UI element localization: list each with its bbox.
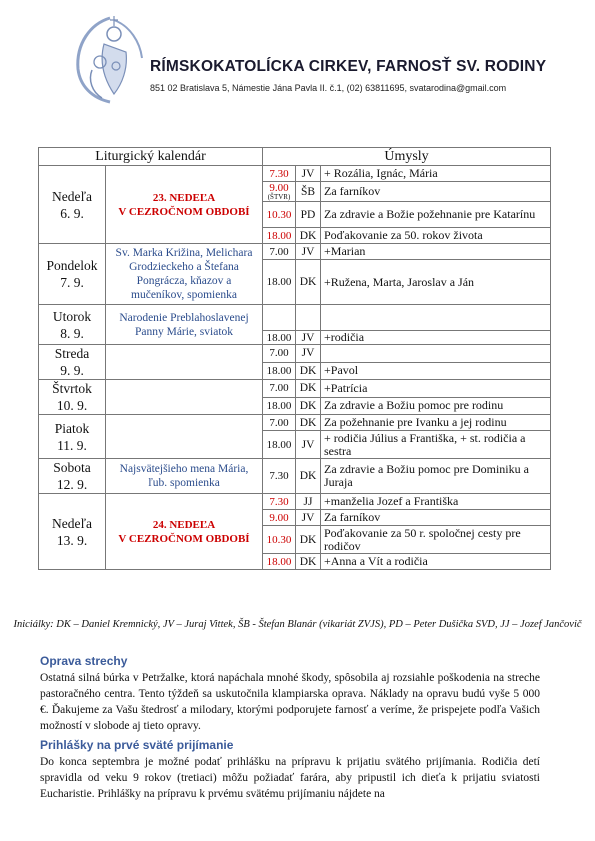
day-date: 11. 9. <box>57 437 87 453</box>
mass-intention <box>321 305 551 331</box>
celebrant-initials: DK <box>296 260 321 305</box>
celebrant-initials: JV <box>296 431 321 459</box>
section-text: Do konca septembra je možné podať prihlášku na prípravu k prijatiu svätého prijímania. Rodičia detí spravidla od veku 9 rokov (tretiaci) môžu požiadať farára, aby pripustil ich dieťa k prijatiu sviatosti Eucharistie. Prihlášky na prípravu k prvému svätému prijímaniu nájdete na <box>40 756 540 800</box>
mass-time <box>263 494 296 510</box>
mass-time <box>263 526 296 554</box>
day-date: 9. 9. <box>60 363 84 378</box>
mass-time <box>263 510 296 526</box>
mass-time <box>263 380 296 398</box>
mass-time <box>263 397 296 415</box>
day-date: 10. 9. <box>56 398 88 413</box>
mass-time-value: 7.30 <box>269 470 289 482</box>
celebrant-initials: DK <box>296 415 321 431</box>
mass-time-value: 18.00 <box>266 438 292 451</box>
celebrant-initials: JV <box>296 510 321 526</box>
mass-time-value: 18.00 <box>266 331 292 344</box>
celebrant-initials: DK <box>296 526 321 554</box>
feast-cell: Najsvätejšieho mena Mária, ľub. spomienka <box>106 459 263 494</box>
mass-time-value: 7.00 <box>269 245 289 258</box>
mass-time-value: 18.00 <box>266 229 292 242</box>
table-row <box>39 459 551 494</box>
mass-intention: Poďakovanie za 50 r. spoločnej cesty pre rodičov <box>321 526 551 554</box>
mass-time-value: 18.00 <box>266 276 292 288</box>
day-date: 6. 9. <box>60 205 84 221</box>
day-date: 7. 9. <box>60 275 84 290</box>
mass-intention: +Anna a Vít a rodičia <box>321 554 551 570</box>
mass-intention: Za zdravie a Božie požehnanie pre Katarínu <box>321 202 551 228</box>
celebrant-initials: JV <box>296 331 321 345</box>
day-cell <box>39 415 106 459</box>
mass-time <box>263 182 296 202</box>
page-header <box>70 14 570 104</box>
table-row <box>39 415 551 431</box>
celebrant-initials: DK <box>296 554 321 570</box>
feast-cell <box>106 380 263 415</box>
day-name: Pondelok <box>46 258 98 273</box>
table-row <box>39 305 551 331</box>
table-row <box>39 380 551 398</box>
day-cell <box>39 166 106 244</box>
section-roof-repair <box>40 653 540 734</box>
mass-time-value: 7.30 <box>269 495 289 508</box>
day-name: Utorok <box>52 308 92 324</box>
mass-time-value: 7.30 <box>269 167 289 180</box>
mass-intention: Za zdravie a Božiu pomoc pre rodinu <box>321 397 551 415</box>
mass-time-value: 10.30 <box>266 533 292 546</box>
mass-time <box>263 415 296 431</box>
mass-time <box>263 345 296 363</box>
mass-time <box>263 459 296 494</box>
mass-time-value: 9.00 <box>269 182 289 194</box>
mass-time-value: 9.00 <box>269 511 289 524</box>
table-row <box>39 494 551 510</box>
feast-cell: Narodenie Preblahoslavenej Panny Márie, sviatok <box>106 305 263 345</box>
mass-time-value: 10.30 <box>266 208 292 221</box>
feast-cell <box>106 345 263 380</box>
mass-intention: Poďakovanie za 50. rokov života <box>321 228 551 244</box>
mass-time <box>263 228 296 244</box>
day-cell <box>39 459 106 494</box>
mass-time <box>263 554 296 570</box>
day-name: Piatok <box>54 420 90 436</box>
mass-time-value: 18.00 <box>266 364 292 377</box>
celebrant-initials: JJ <box>296 494 321 510</box>
section-first-communion <box>40 737 540 802</box>
day-name: Streda <box>54 346 90 361</box>
mass-intention: +Marian <box>321 244 551 260</box>
section-title: Oprava strechy <box>40 654 128 668</box>
mass-time-value: 7.00 <box>269 382 289 395</box>
celebrant-initials: DK <box>296 228 321 244</box>
feast-cell: Sv. Marka Križina, Melichara Grodzieckeho a Štefana Pongrácza, kňazov a mučeníkov, spomienka <box>106 244 263 305</box>
liturgical-table <box>38 147 551 570</box>
mass-time <box>263 202 296 228</box>
day-cell <box>39 494 106 570</box>
day-cell <box>39 244 106 305</box>
mass-time <box>263 244 296 260</box>
celebrant-initials: DK <box>296 380 321 398</box>
day-date: 8. 9. <box>60 325 84 341</box>
celebrant-initials <box>296 305 321 331</box>
mass-time-value: 18.00 <box>266 555 292 568</box>
celebrant-initials: JV <box>296 345 321 363</box>
mass-intention: Za farníkov <box>321 182 551 202</box>
section-text: Ostatná silná búrka v Petržalke, ktorá napáchala mnohé škody, spôsobila aj rozsiahle poškodenia na streche pastoračného centra. Tento týždeň sa uskutočnila klampiarska oprava. Náklady na opravu budú vyše 5 000 €. Ďakujeme za Vašu štedrosť a milodary, ktorými podporujete farnosť a veríme, že prispejete podľa Vašich možností v slobode aj tieto opravy. <box>40 672 540 732</box>
celebrant-initials: JV <box>296 166 321 182</box>
day-name: Nedeľa <box>52 515 92 531</box>
day-cell <box>39 305 106 345</box>
initials-note: Iniciálky: DK – Daniel Kremnický, JV – Juraj Vittek, ŠB - Štefan Blanár (vikariát ZVJS), PD – Peter Dušička SVD, JJ – Jozef Jančovič <box>13 619 582 630</box>
mass-intention: + rodičia Július a Františka, + st. rodičia a sestra <box>321 431 551 459</box>
day-name: Sobota <box>53 460 91 475</box>
celebrant-initials: JV <box>296 244 321 260</box>
section-title: Prihlášky na prvé sväté prijímanie <box>40 738 234 752</box>
day-cell <box>39 380 106 415</box>
mass-time-value: 7.00 <box>269 347 289 360</box>
feast-cell: 23. NEDEĽA V CEZROČNOM OBDOBÍ <box>106 166 263 244</box>
day-name: Nedeľa <box>52 188 92 204</box>
mass-time-value: 18.00 <box>266 399 292 412</box>
col-header-intentions: Úmysly <box>263 148 551 166</box>
mass-time <box>263 362 296 380</box>
mass-intention: +Ruženа, Marta, Jaroslav a Ján <box>321 260 551 305</box>
mass-intention: Za zdravie a Božiu pomoc pre Dominiku a Juraja <box>321 459 551 494</box>
mass-intention: +Pavol <box>321 362 551 380</box>
mass-intention: + Rozália, Ignác, Mária <box>321 166 551 182</box>
table-row <box>39 345 551 363</box>
mass-time <box>263 260 296 305</box>
mass-time <box>263 305 296 331</box>
feast-cell <box>106 415 263 459</box>
mass-intention: Za požehnanie pre Ivanku a jej rodinu <box>321 415 551 431</box>
mass-intention: +rodičia <box>321 331 551 345</box>
holy-family-logo-icon <box>70 14 156 104</box>
col-header-calendar: Liturgický kalendár <box>39 148 263 166</box>
mass-time-value: 7.00 <box>269 416 289 429</box>
day-date: 13. 9. <box>56 532 88 548</box>
celebrant-initials: DK <box>296 397 321 415</box>
mass-intention: +Patrícia <box>321 380 551 398</box>
celebrant-initials: ŠB <box>296 182 321 202</box>
mass-intention: +manželia Jozef a Františka <box>321 494 551 510</box>
mass-time <box>263 166 296 182</box>
mass-location-note: (ŠTVR) <box>267 193 291 201</box>
day-name: Štvrtok <box>52 381 92 396</box>
mass-intention: Za farníkov <box>321 510 551 526</box>
organization-address: 851 02 Bratislava 5, Námestie Jána Pavla II. č.1, (02) 63811695, svatarodina@gmail.com <box>150 83 507 93</box>
feast-cell: 24. NEDEĽA V CEZROČNOM OBDOBÍ <box>106 494 263 570</box>
table-row <box>39 244 551 260</box>
mass-intention <box>321 345 551 363</box>
celebrant-initials: DK <box>296 362 321 380</box>
mass-time <box>263 431 296 459</box>
celebrant-initials: PD <box>296 202 321 228</box>
table-row <box>39 166 551 182</box>
day-cell <box>39 345 106 380</box>
mass-time <box>263 331 296 345</box>
day-date: 12. 9. <box>56 477 88 492</box>
organization-title: RÍMSKOKATOLÍCKA CIRKEV, FARNOSŤ SV. RODINY <box>150 58 547 75</box>
celebrant-initials: DK <box>296 459 321 494</box>
